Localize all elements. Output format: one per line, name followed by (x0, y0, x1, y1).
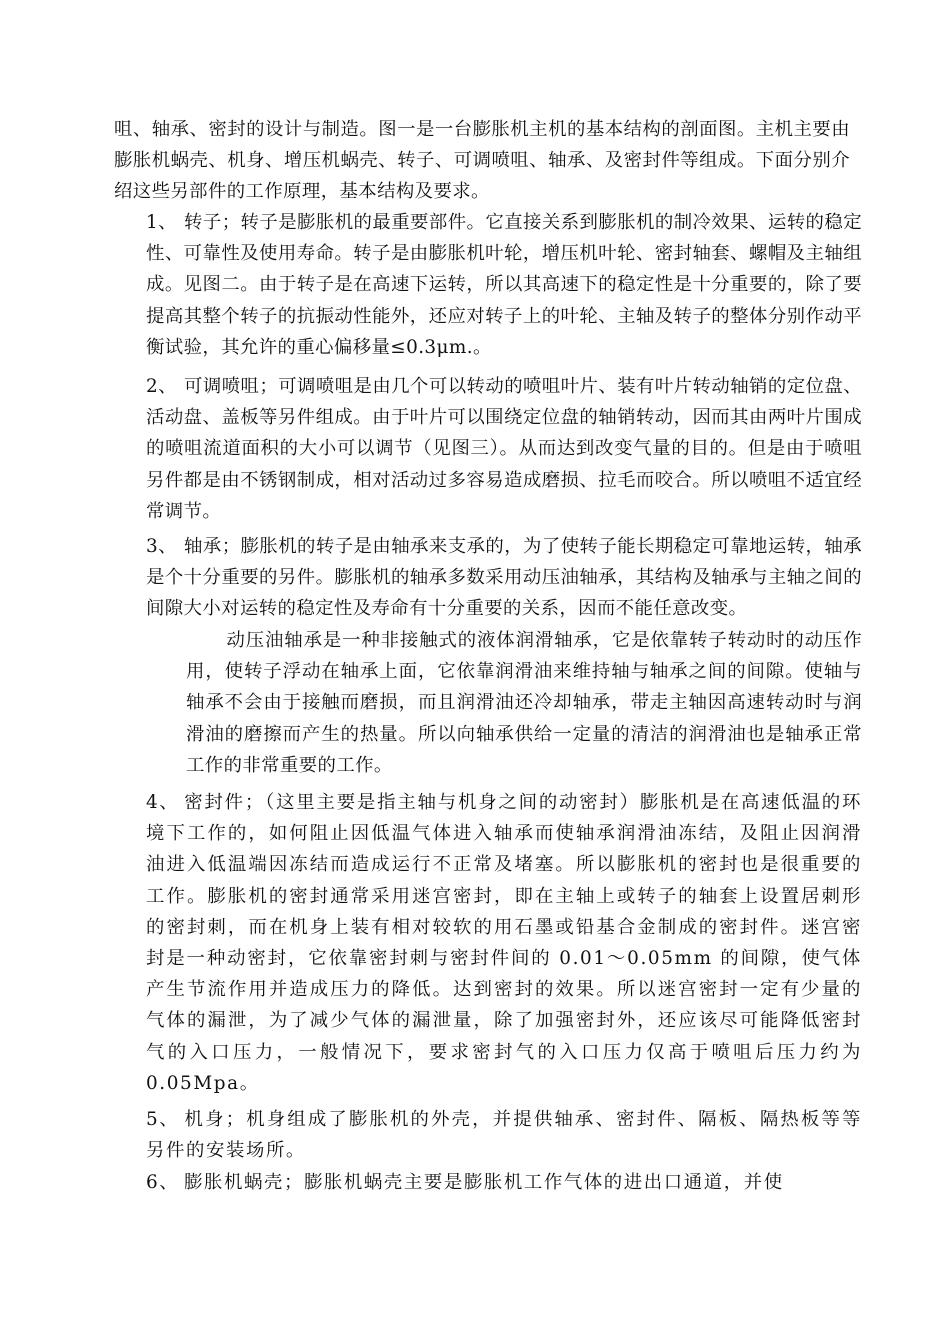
item-number: 2、 (146, 376, 177, 397)
item-number: 5、 (146, 1109, 180, 1130)
item-text: 机身；机身组成了膨胀机的外壳，并提供轴承、密封件、隔板、隔热板等等另件的安装场所。 (146, 1109, 862, 1162)
item-volute (146, 1167, 862, 1198)
item-text: 可调喷咀；可调喷咀是由几个可以转动的喷咀叶片、装有叶片转动轴销的定位盘、活动盘、盖板等另件组成。由于叶片可以围绕定位盘的轴销转动，因而其由两叶片围成的喷咀流道面积的大小可以调节（见图三）。从而达到改变气量的目的。但是由于喷咀另件都是由不锈钢制成，相对活动过多容易造成磨损、拉毛而咬合。所以喷咀不适宜经常调节。 (146, 376, 862, 522)
bearing-detail-text: 动压油轴承是一种非接触式的液体润滑轴承，它是依靠转子转动时的动压作用，使转子浮动在轴承上面，它依靠润滑油来维持轴与轴承之间的间隙。使轴与轴承不会由于接触而磨损，而且润滑油还冷却轴承，带走主轴因高速转动时与润滑油的磨擦而产生的热量。所以向轴承供给一定量的清洁的润滑油也是轴承正常工作的非常重要的工作。 (186, 630, 862, 776)
item-rotor (146, 207, 862, 363)
item-body (146, 1104, 862, 1166)
item-text: 密封件；（这里主要是指主轴与机身之间的动密封）膨胀机是在高速低温的环境下工作的，如何阻止因低温气体进入轴承而使轴承润滑油冻结，及阻止因润滑油进入低温端因冻结而造成运行不正常及堵塞。所以膨胀机的密封也是很重要的工作。膨胀机的密封通常采用迷宫密封，即在主轴上或转子的轴套上设置居刺形的密封刺，而在机身上装有相对较软的用石墨或铅基合金制成的密封件。迷宫密封是一种动密封，它依靠密封刺与密封件间的 0.01～0.05mm 的间隙，使气体产生节流作用并造成压力的降低。达到密封的效果。所以迷宫密封一定有少量的气体的漏泄，为了减少气体的漏泄量，除了加强密封外，还应该尽可能降低密封气的入口压力，一般情况下，要求密封气的入口压力仅高于喷咀后压力约为 0.05Mpa。 (146, 792, 862, 1094)
item-text: 轴承；膨胀机的转子是由轴承来支承的，为了使转子能长期稳定可靠地运转，轴承是个十分重要的另件。膨胀机的轴承多数采用动压油轴承，其结构及轴承与主轴之间的间隙大小对运转的稳定性及寿命有十分重要的关系，因而不能任意改变。 (146, 536, 862, 620)
item-seal (146, 787, 862, 1099)
bearing-detail-paragraph (186, 625, 862, 781)
item-bearing (146, 531, 862, 625)
item-number: 6、 (146, 1172, 180, 1193)
item-number: 3、 (146, 536, 177, 557)
item-text: 转子；转子是膨胀机的最重要部件。它直接关系到膨胀机的制冷效果、运转的稳定性、可靠性及使用寿命。转子是由膨胀机叶轮，增压机叶轮、密封轴套、螺帽及主轴组成。见图二。由于转子是在高速下运转，所以其高速下的稳定性是十分重要的，除了要提高其整个转子的抗振动性能外，还应对转子上的叶轮、主轴及转子的整体分别作动平衡试验，其允许的重心偏移量≤0.3μm.。 (146, 212, 862, 358)
item-number: 4、 (146, 792, 180, 813)
item-text: 膨胀机蜗壳；膨胀机蜗壳主要是膨胀机工作气体的进出口通道，并使 (184, 1172, 784, 1193)
item-nozzle (146, 371, 862, 527)
item-number: 1、 (146, 212, 177, 233)
intro-paragraph: 咀、轴承、密封的设计与制造。图一是一台膨胀机主机的基本结构的剖面图。主机主要由膨胀机蜗壳、机身、增压机蜗壳、转子、可调喷咀、轴承、及密封件等组成。下面分别介绍这些另部件的工作原理，基本结构及要求。 (114, 119, 850, 203)
